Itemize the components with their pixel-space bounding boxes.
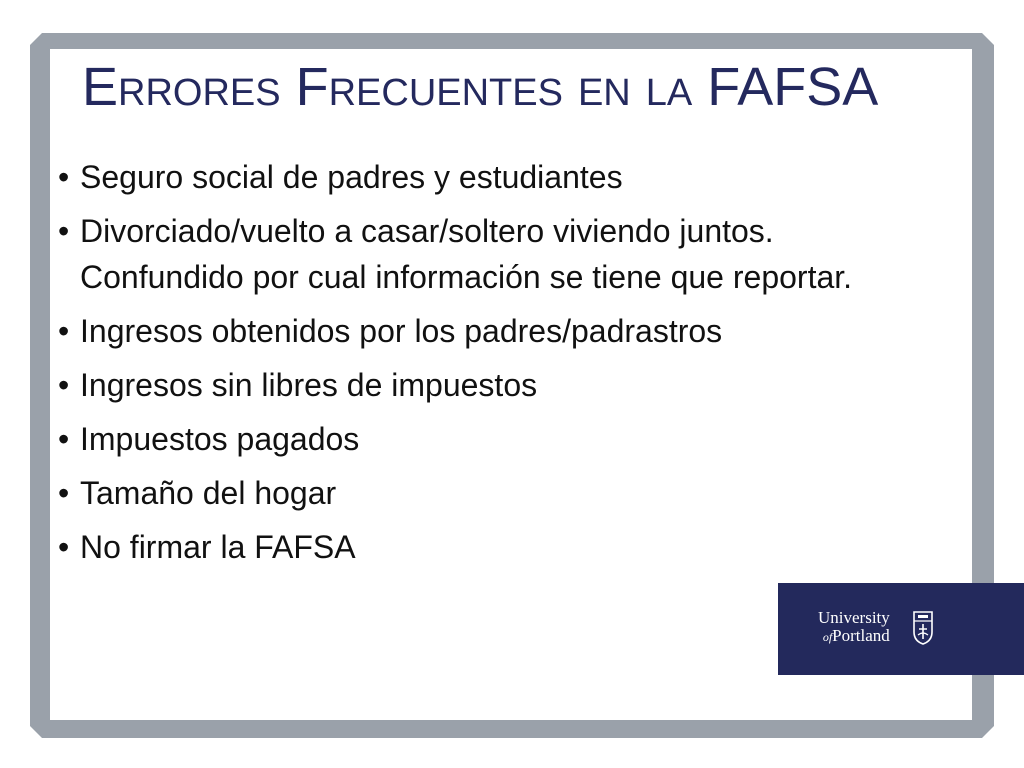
bullet-text: Divorciado/vuelto a casar/soltero viviendo juntos. Confundido por cual información se tiene que reportar.: [80, 213, 853, 295]
slide-title: [82, 57, 878, 117]
bullet-list: [58, 154, 898, 578]
bullet-dot: •: [58, 421, 70, 457]
bullet-item: [58, 308, 898, 354]
bullet-text: Seguro social de padres y estudiantes: [80, 159, 623, 195]
bullet-item: [58, 524, 898, 570]
bullet-text: No firmar la FAFSA: [80, 529, 356, 565]
bullet-text: Ingresos obtenidos por los padres/padrastros: [80, 313, 723, 349]
bullet-item: [58, 362, 898, 408]
bullet-text: Ingresos sin libres de impuestos: [80, 367, 538, 403]
university-logo-wordmark: [818, 609, 890, 646]
logo-portland: Portland: [832, 626, 890, 645]
slide-title-main: Errores Frecuentes en la: [82, 57, 708, 117]
bullet-dot: •: [58, 367, 70, 403]
logo-of: of: [822, 630, 833, 644]
university-logo-band: [778, 583, 1024, 675]
bullet-text: Impuestos pagados: [80, 421, 360, 457]
bullet-dot: •: [58, 159, 70, 195]
slide-title-acronym: FAFSA: [707, 57, 879, 117]
bullet-item: [58, 208, 898, 300]
bullet-dot: •: [58, 529, 70, 565]
bullet-item: [58, 416, 898, 462]
bullet-dot: •: [58, 213, 70, 249]
bullet-item: [58, 470, 898, 516]
bullet-text: Tamaño del hogar: [80, 475, 337, 511]
bullet-dot: •: [58, 313, 70, 349]
logo-line-portland: [818, 627, 890, 646]
bullet-dot: •: [58, 475, 70, 511]
bullet-item: [58, 154, 898, 200]
logo-line-university: University: [818, 608, 890, 627]
shield-crest-icon: [912, 610, 934, 646]
